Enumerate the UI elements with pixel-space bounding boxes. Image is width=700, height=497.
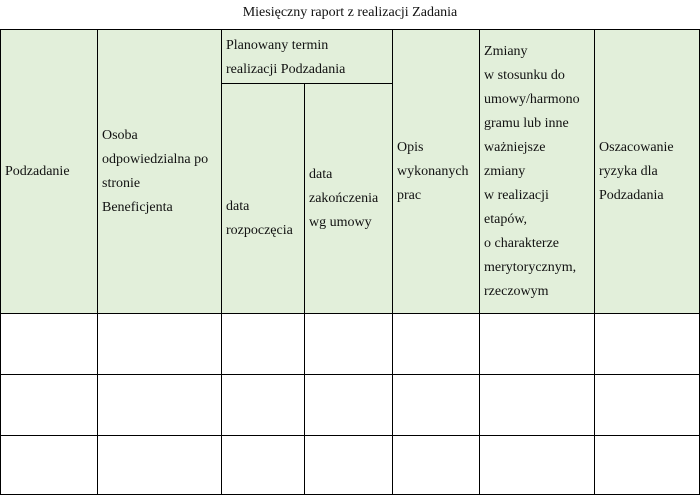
table-cell[interactable]: [480, 314, 595, 375]
header-zmiany-label: Zmiany w stosunku do umowy/harmono gramu lub inne ważniejsze zmiany w realizacji etapów, o charakterze merytorycznym, rzeczowym: [484, 43, 580, 299]
table-cell[interactable]: [595, 314, 700, 375]
header-data-rozpoczecia: [222, 84, 305, 314]
header-planowany-termin-label: Planowany termin realizacji Podzadania: [226, 37, 346, 77]
header-data-rozpoczecia-label: data rozpoczęcia: [226, 198, 293, 238]
header-osoba-label: Osoba odpowiedzialna po stronie Beneficjenta: [102, 127, 209, 215]
header-opis-label: Opis wykonanych prac: [397, 139, 469, 203]
table-cell[interactable]: [595, 375, 700, 436]
table-cell[interactable]: [222, 314, 305, 375]
table-cell[interactable]: [393, 314, 480, 375]
table-cell[interactable]: [480, 436, 595, 495]
table-cell[interactable]: [305, 314, 393, 375]
header-planowany-termin: [222, 30, 393, 84]
header-podzadanie-label: Podzadanie: [5, 163, 70, 179]
table-row: [1, 314, 700, 375]
table-cell[interactable]: [305, 436, 393, 495]
table-cell[interactable]: [222, 436, 305, 495]
table-cell[interactable]: [1, 314, 98, 375]
table-cell[interactable]: [393, 375, 480, 436]
table-cell[interactable]: [1, 375, 98, 436]
header-ryzyko-label: Oszacowanie ryzyka dla Podzadania: [599, 139, 674, 203]
table-cell[interactable]: [98, 314, 222, 375]
report-title: Miesięczny raport z realizacji Zadania: [242, 5, 458, 20]
report-table: [0, 29, 700, 495]
header-ryzyko: [595, 30, 700, 314]
table-cell[interactable]: [1, 436, 98, 495]
table-cell[interactable]: [305, 375, 393, 436]
table-cell[interactable]: [595, 436, 700, 495]
table-cell[interactable]: [222, 375, 305, 436]
header-opis: [393, 30, 480, 314]
header-data-zakonczenia: [305, 84, 393, 314]
table-cell[interactable]: [480, 375, 595, 436]
table-cell[interactable]: [98, 375, 222, 436]
header-data-zakonczenia-label: data zakończenia wg umowy: [309, 166, 379, 230]
header-zmiany: [480, 30, 595, 314]
table-cell[interactable]: [98, 436, 222, 495]
header-row-1: [1, 30, 700, 84]
table-cell[interactable]: [393, 436, 480, 495]
table-row: [1, 436, 700, 495]
header-osoba: [98, 30, 222, 314]
table-row: [1, 375, 700, 436]
header-podzadanie: [1, 30, 98, 314]
